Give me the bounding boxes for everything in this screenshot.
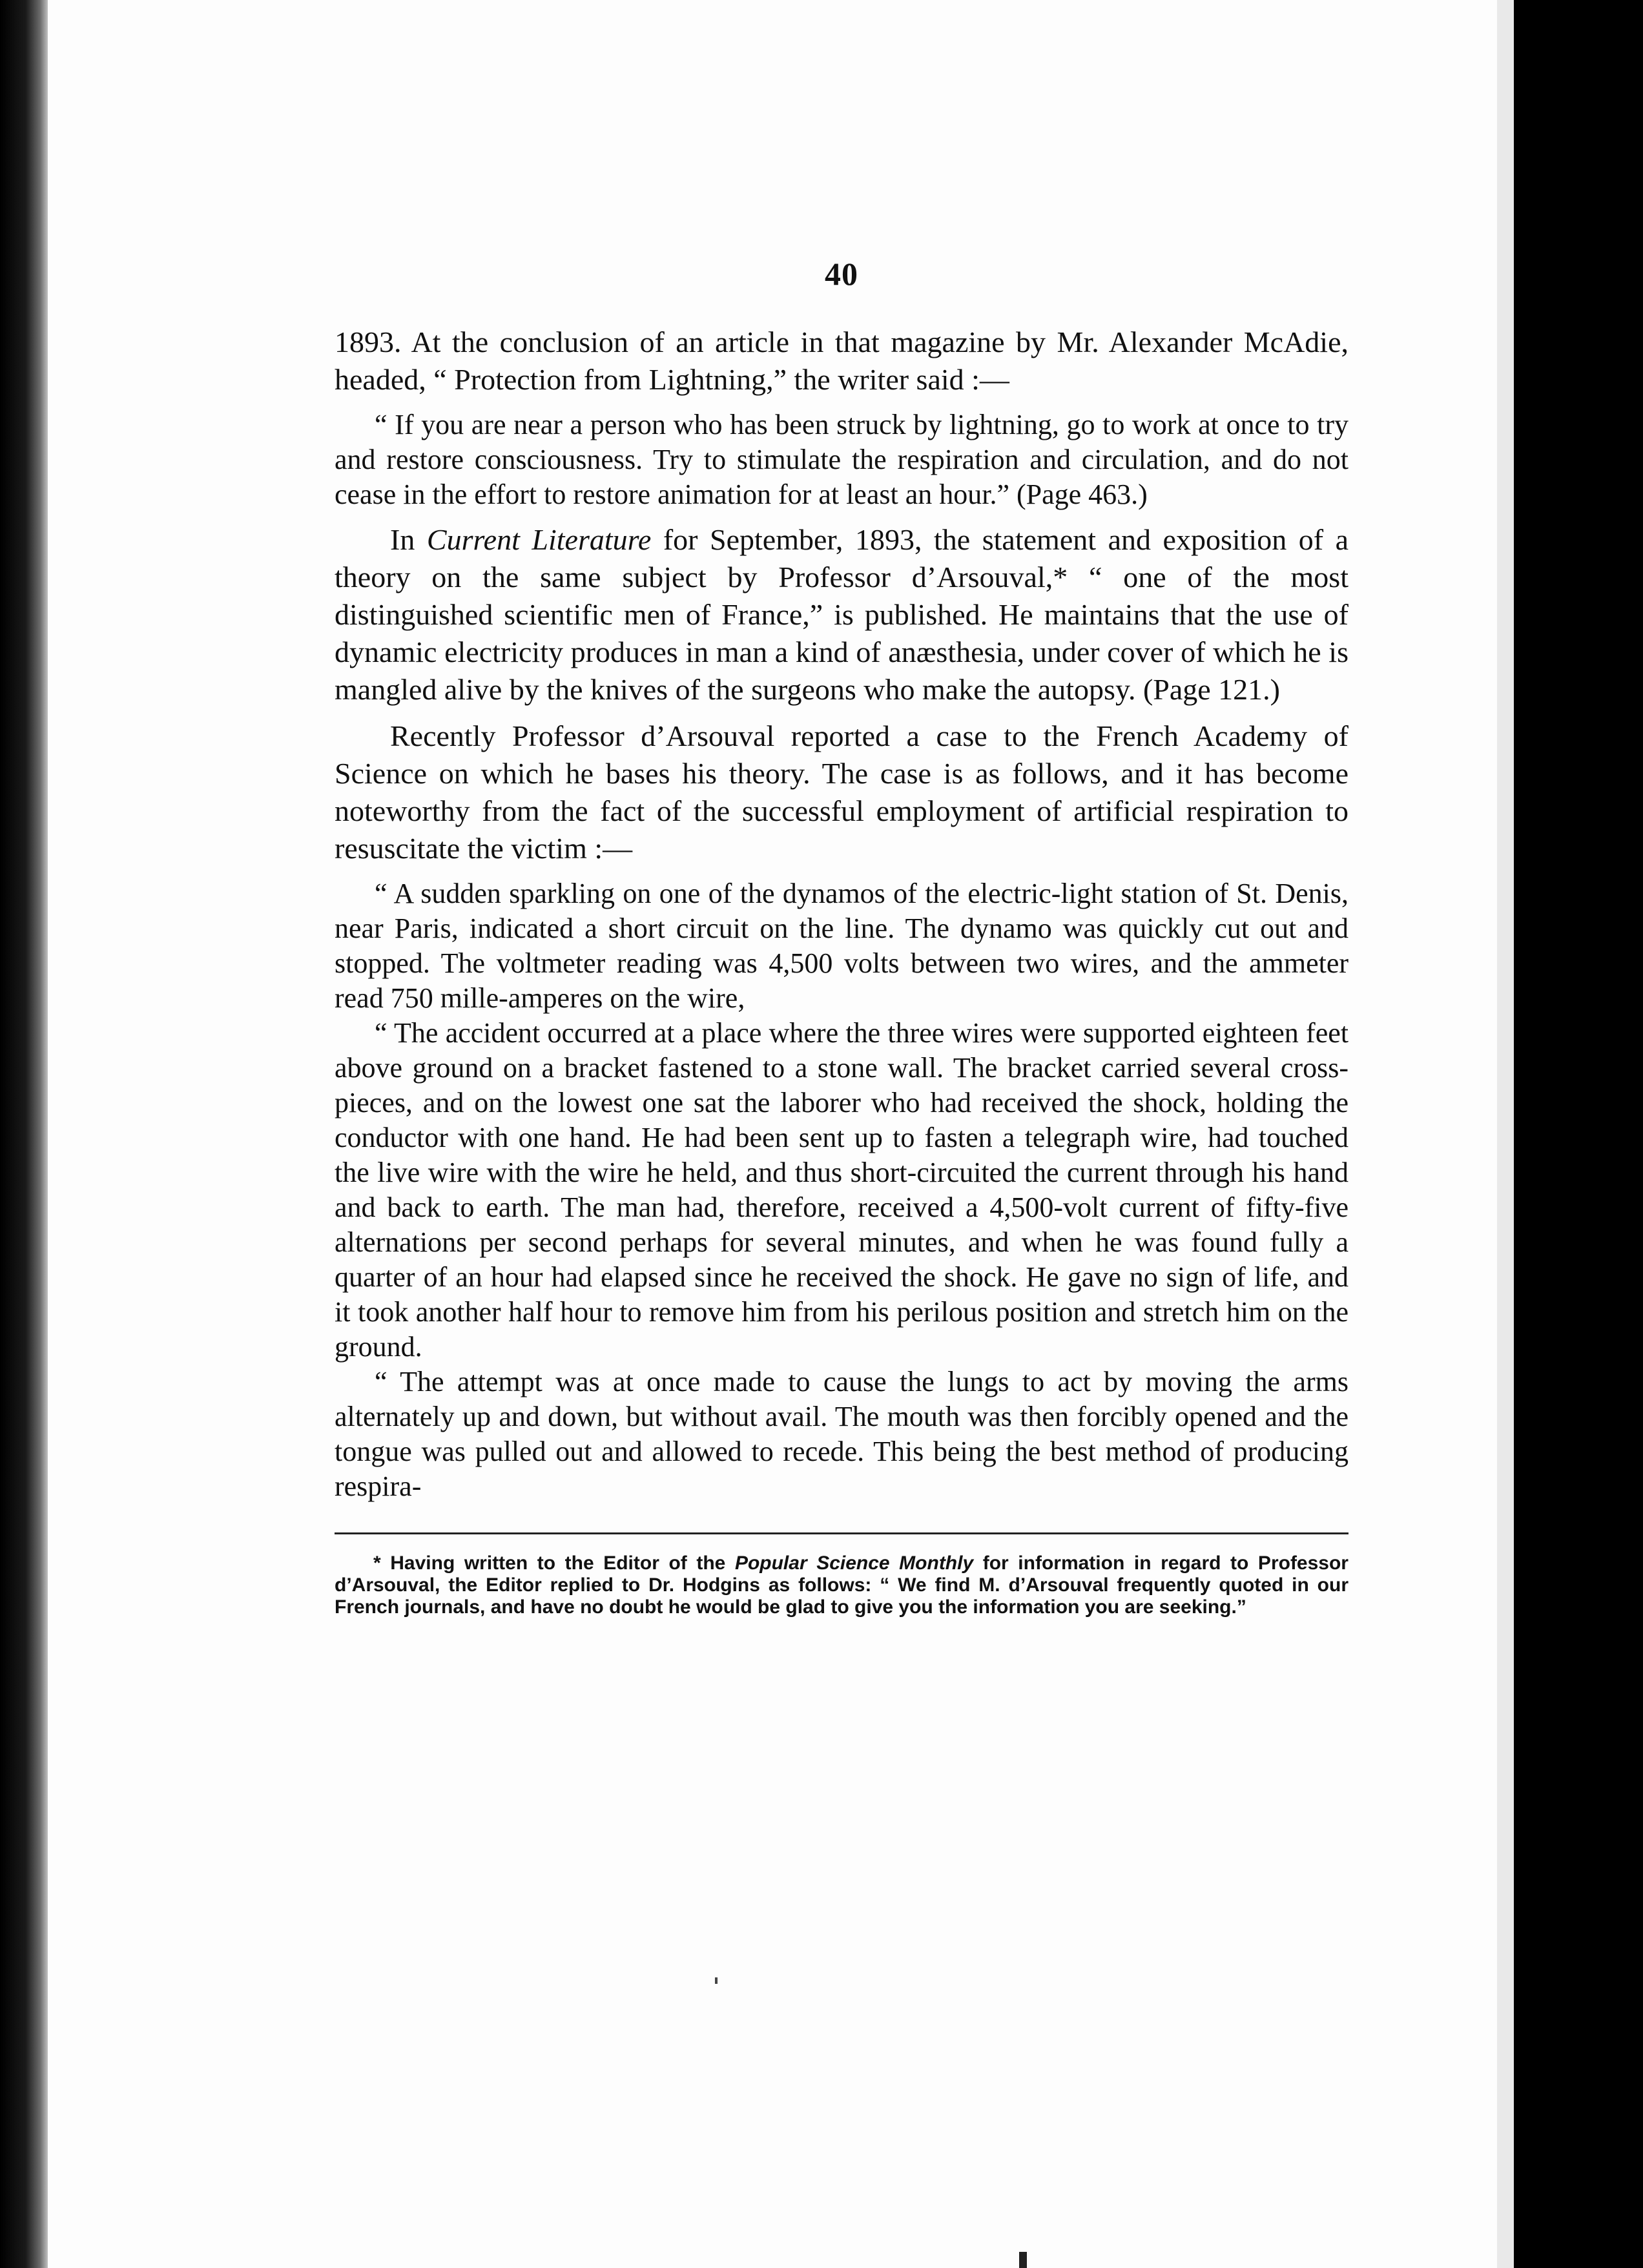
document-body: [335, 255, 1348, 1618]
footnote: [335, 1552, 1348, 1618]
quote-paragraph-1: “ If you are near a person who has been struck by lightning, go to work at once to try and restore consciousness. Try to stimulate the respiration and circulation, and do not cease in the effort to restore animation for at least an hour.” (Page 463.): [335, 409, 1348, 510]
paragraph-prefix: In: [390, 523, 415, 556]
scanner-background-strip: [1514, 45, 1643, 2268]
bottom-edge-mark: [1019, 2252, 1027, 2268]
page-left-edge-shadow: [0, 0, 50, 2268]
footnote-prefix: * Having written to the Editor of the: [373, 1552, 726, 1574]
footnote-divider: [335, 1532, 1348, 1534]
paragraph-recently: Recently Professor d’Arsouval reported a case to the French Academy of Science on which he bases his theory. The case is as follows, and it has become noteworthy from the fact of the successful employment of artificial respiration to resuscitate the victim :—: [335, 719, 1348, 865]
publication-title: Current Literature: [426, 523, 652, 556]
page-number: 40: [825, 256, 858, 292]
paragraph-current-literature: [335, 521, 1348, 708]
quote-paragraph-accident: “ The accident occurred at a place where the three wires were supported eighteen feet above ground on a bracket fastened to a stone wall. The bracket carried several cross-pieces, and on the lowest one sat the laborer who had received the shock, holding the conductor with one hand. He had been sent up to fasten a telegraph wire, had touched the live wire with the wire he held, and thus short-circuited the current through his hand and back to earth. The man had, therefore, received a 4,500-volt current of fifty-five alternations per second perhaps for several minutes, and when he was found fully a quarter of an hour had elapsed since he received the shock. He gave no sign of life, and it took another half hour to remove him from his perilous position and stretch him on the ground.: [335, 1017, 1348, 1363]
page-right-gutter: [1497, 0, 1514, 2268]
paragraph-text: for September, 1893, the statement and exposition of a theory on the same subject by Professor d’Arsouval,* “ one of the most distinguished scientific men of France,” is published. He maintains that the use of dynamic electricity produces in man a kind of anæsthesia, under cover of which he is mangled alive by the knives of the surgeons who make the autopsy. (Page 121.): [335, 523, 1349, 706]
quote-paragraph-dynamo: “ A sudden sparkling on one of the dynamos of the electric-light station of St. Denis, near Paris, indicated a short circuit on the line. The dynamo was quickly cut out and stopped. The voltmeter reading was 4,500 volts between two wires, and the ammeter read 750 mille-amperes on the wire,: [335, 878, 1348, 1014]
stray-ink-mark: [715, 1977, 718, 1984]
footnote-publication-title: Popular Science Monthly: [734, 1552, 974, 1574]
quote-paragraph-attempt: “ The attempt was at once made to cause the lungs to act by moving the arms alternately up and down, but without avail. The mouth was then forcibly opened and the tongue was pulled out and allowed to recede. This being the best method of producing respira-: [335, 1366, 1348, 1502]
paragraph-1: 1893. At the conclusion of an article in that magazine by Mr. Alexander McAdie, headed, “ Protection from Lightning,” the writer said :—: [335, 325, 1348, 396]
footnote-text: for information in regard to Professor d’Arsouval, the Editor replied to Dr. Hodgins as follows: “ We find M. d’Arsouval frequently quoted in our French journals, and have no doubt he would be glad to give you the information you are seeking.”: [335, 1552, 1348, 1618]
